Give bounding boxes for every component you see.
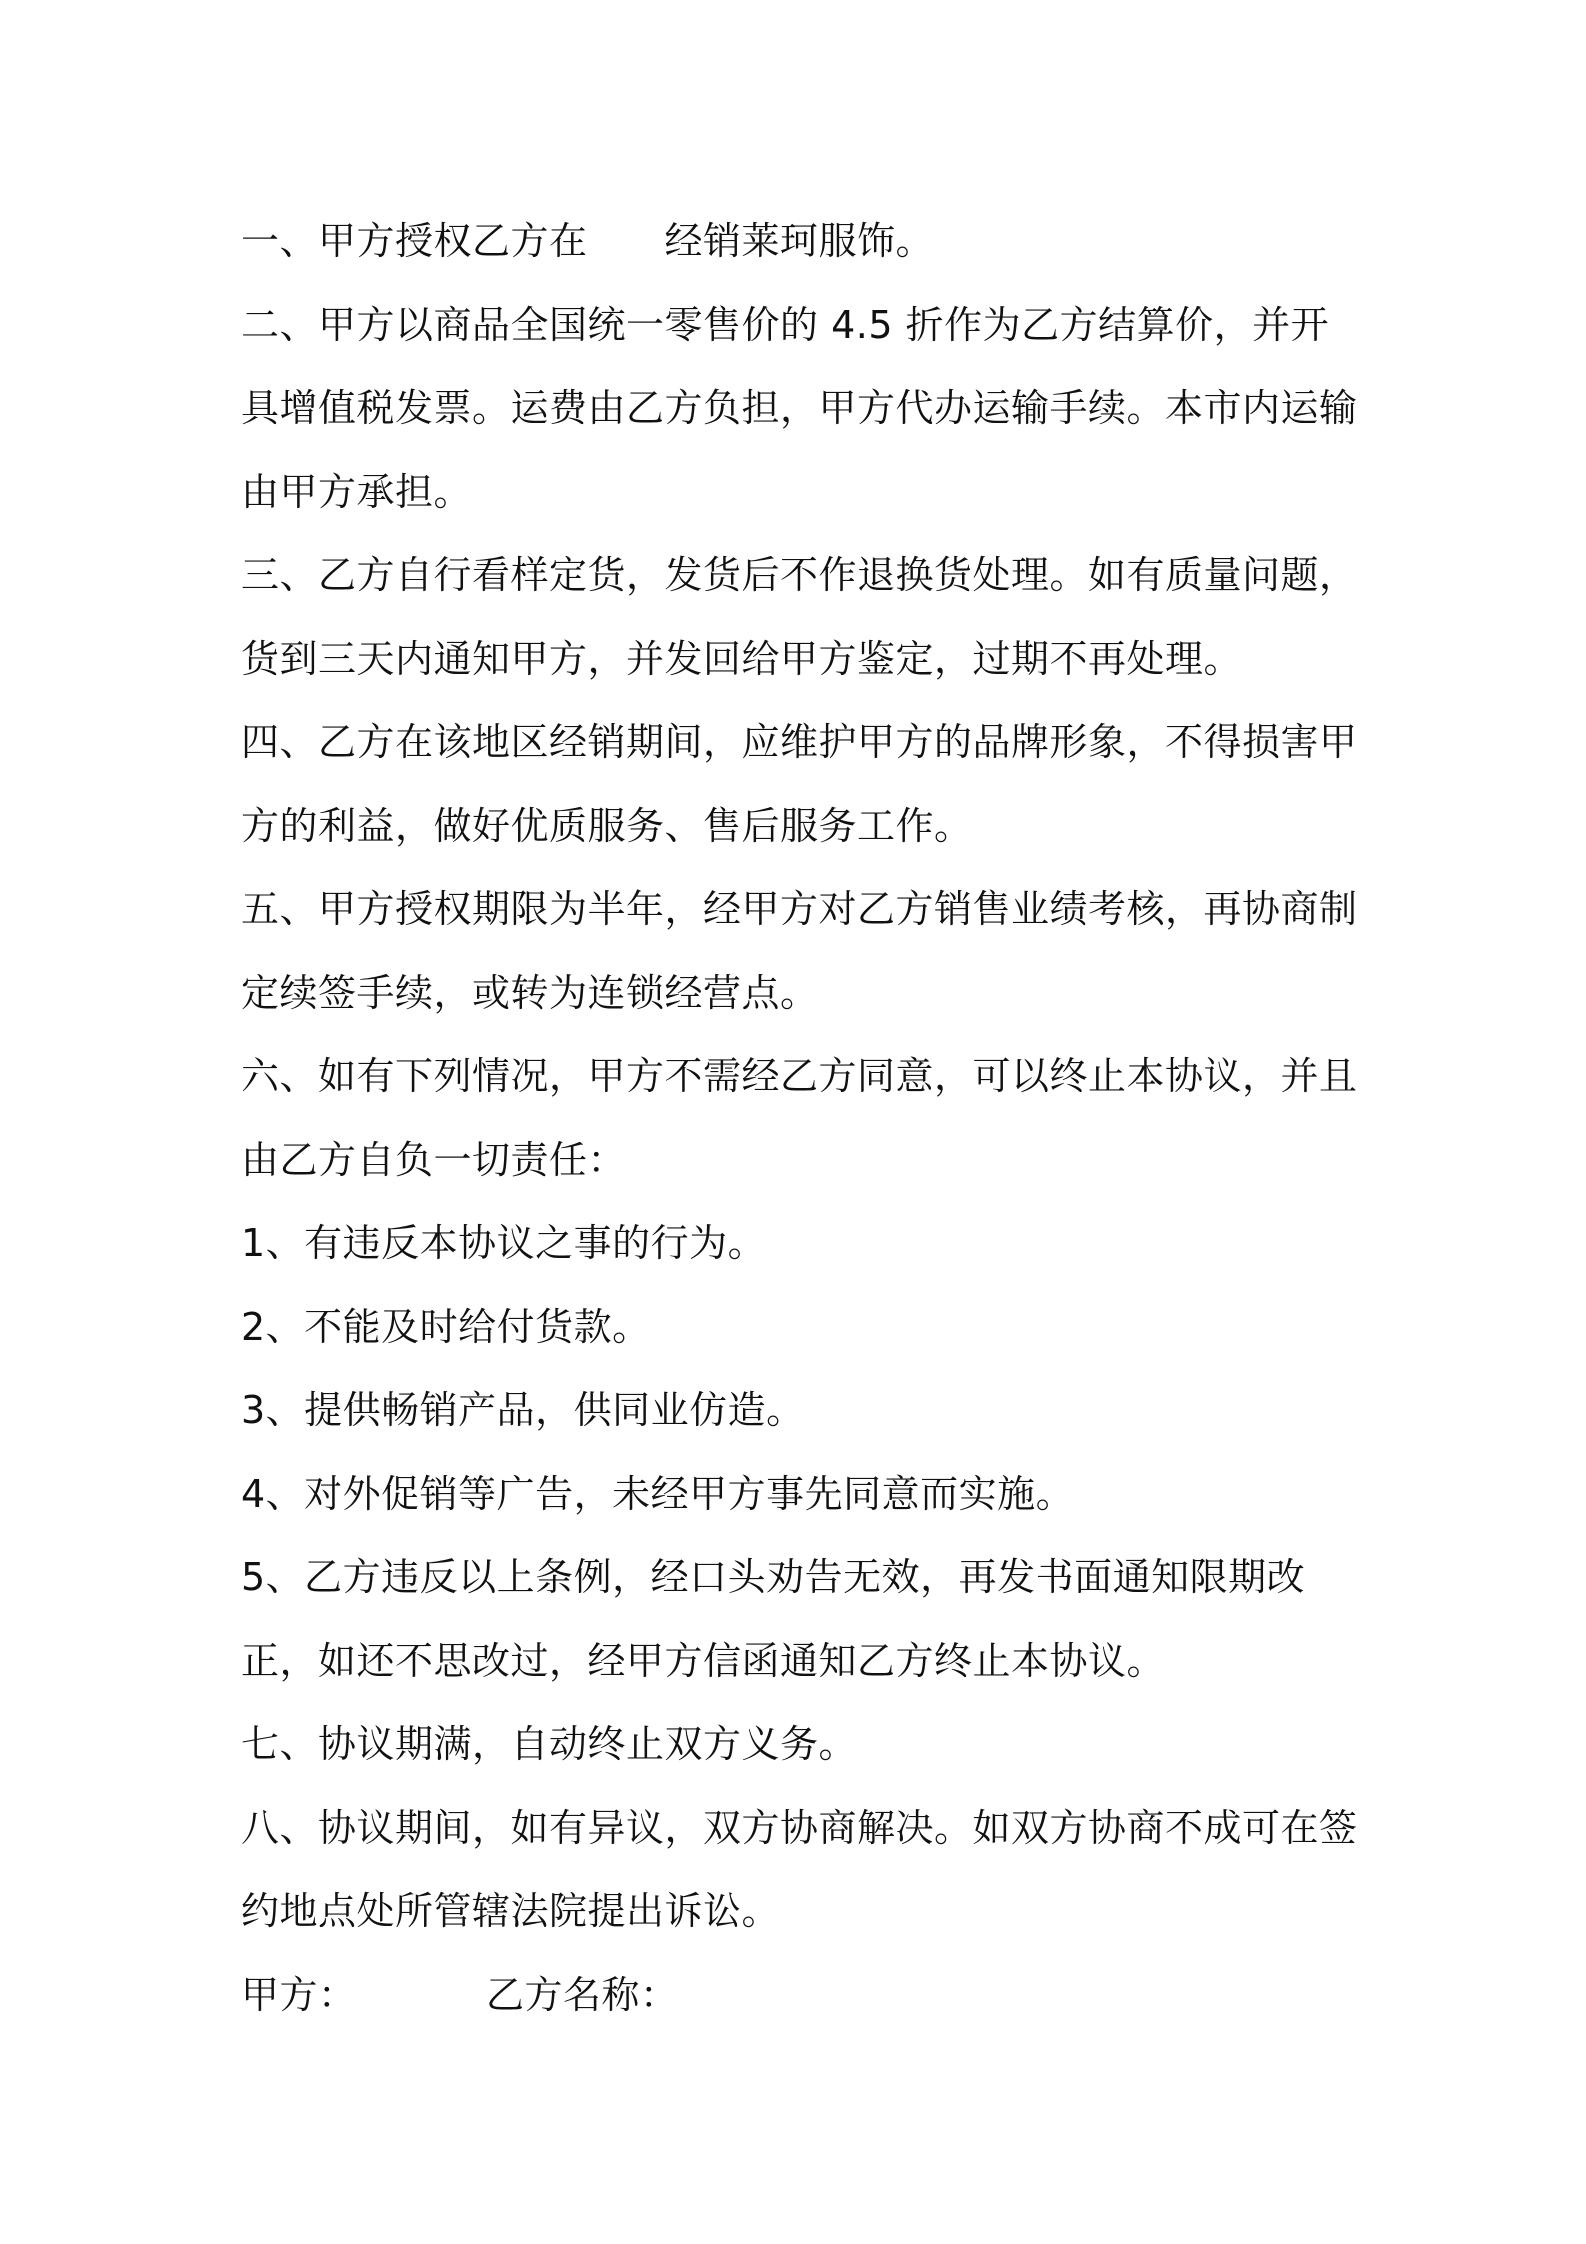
clause-3: 三、乙方自行看样定货，发货后不作退换货处理。如有质量问题，货到三天内通知甲方，并发回给甲方鉴定，过期不再处理。 (241, 553, 1358, 681)
party-a-label: 甲方： (241, 1972, 357, 2017)
signature-line (241, 1954, 1361, 2038)
sub-item-3: 3、提供畅销产品，供同业仿造。 (241, 1388, 805, 1432)
sub-item-5: 5、乙方违反以上条例，经口头劝告无效，再发书面通知限期改正，如还不思改过，经甲方信函通知乙方终止本协议。 (241, 1555, 1306, 1683)
party-b-label: 乙方名称： (486, 1972, 679, 2017)
clause-1: 一、甲方授权乙方在 经销莱珂服饰。 (241, 219, 935, 263)
clause-8: 八、协议期间，如有异议，双方协商解决。如双方协商不成可在签约地点处所管辖法院提出诉讼。 (241, 1805, 1358, 1933)
sub-item-1: 1、有违反本协议之事的行为。 (241, 1221, 767, 1265)
clause-4: 四、乙方在该地区经销期间，应维护甲方的品牌形象，不得损害甲方的利益，做好优质服务、售后服务工作。 (241, 720, 1358, 848)
clause-2: 二、甲方以商品全国统一零售价的 4.5 折作为乙方结算价，并开具增值税发票。运费由乙方负担，甲方代办运输手续。本市内运输由甲方承担。 (241, 302, 1358, 514)
clause-5: 五、甲方授权期限为半年，经甲方对乙方销售业绩考核，再协商制定续签手续，或转为连锁经营点。 (241, 887, 1358, 1015)
clause-7: 七、协议期满，自动终止双方义务。 (241, 1722, 858, 1766)
sub-item-2: 2、不能及时给付货款。 (241, 1304, 651, 1349)
sub-item-4: 4、对外促销等广告，未经甲方事先同意而实施。 (241, 1471, 1075, 1516)
clause-6: 六、如有下列情况，甲方不需经乙方同意，可以终止本协议，并且由乙方自负一切责任： (241, 1054, 1358, 1182)
agreement-body (241, 200, 1361, 2037)
